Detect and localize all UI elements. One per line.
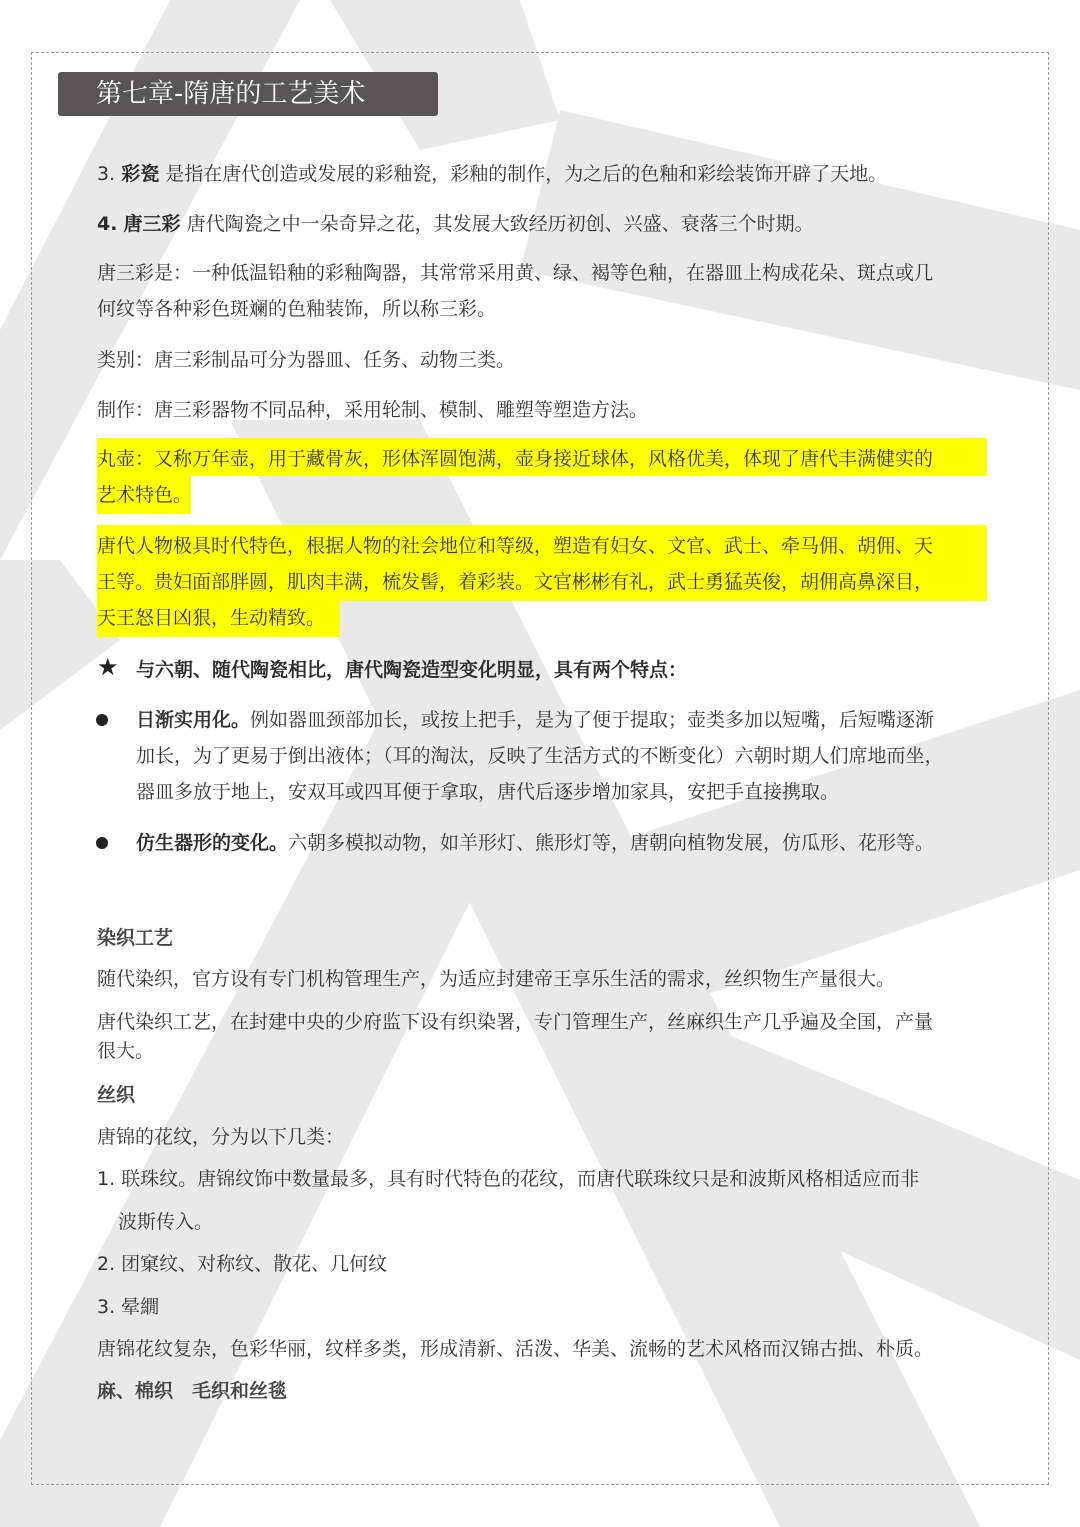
star-icon: ★ [97,653,119,681]
category-text: 类别：唐三彩制品可分为器皿、任务、动物三类。 [97,349,516,371]
item-3-number: 3. [97,163,116,185]
figures-line-2: 王等。贵妇面部胖圆，肌肉丰满，梳发髻，着彩装。文官彬彬有礼，武士勇猛英俊，胡佣高鼻深目， [97,571,934,593]
star-heading [136,658,687,682]
wanhu-paragraph [97,441,989,513]
star-heading-text: 与六朝、随代陶瓷相比，唐代陶瓷造型变化明显，具有两个特点： [136,659,688,681]
bullet-icon [96,714,108,726]
bullet-1-line-3: 器皿多放于地上，安双耳或四耳便于拿取，唐代后逐步增加家具，安把手直接携取。 [136,781,840,803]
item-4-term: 唐三彩 [123,213,181,235]
making-text: 制作：唐三彩器物不同品种，采用轮制、模制、雕塑等塑造方法。 [97,399,649,421]
item-3 [97,162,887,186]
last-heading: 麻、棉织 毛织和丝毯 [97,1380,288,1402]
bullet-1-line-1 [136,702,989,738]
silk-heading: 丝织 [97,1084,136,1106]
list-item-1-line-2: 波斯传入。 [118,1211,214,1233]
tang-textile-line-1: 唐代染织工艺，在封建中央的少府监下设有织染署，专门管理生产，丝麻织生产几乎遍及全国，产量 [97,1011,934,1033]
list-item-1-line-1: 1. 联珠纹。唐锦纹饰中数量最多，具有时代特色的花纹，而唐代联珠纹只是和波斯风格相适应而非 [97,1168,920,1190]
bullet-1-paragraph [136,702,989,810]
wanhu-line-1: 丸壶：又称万年壶，用于藏骨灰，形体浑圆饱满，壶身接近球体，风格优美，体现了唐代丰满健实的 [97,448,934,470]
bullet-1-bold: 日渐实用化。 [136,709,251,731]
bullet-1-text: 例如器皿颈部加长，或按上把手，是为了便于提取；壶类多加以短嘴，后短嘴逐渐 [250,709,935,731]
wanhu-line-2: 艺术特色。 [97,484,193,506]
figures-paragraph [97,528,989,636]
item-3-text: 是指在唐代创造或发展的彩釉瓷，彩釉的制作，为之后的色釉和彩绘装饰开辟了天地。 [165,163,888,185]
list-item-2: 2. 团窠纹、对称纹、散花、几何纹 [97,1253,388,1275]
figures-line-3: 天王怒目凶狠，生动精致。 [97,607,326,629]
bullet-1-line-2: 加长，为了更易于倒出液体；（耳的淘汰，反映了生活方式的不断变化）六朝时期人们席地而坐， [136,745,944,767]
tang-textile-line-2: 很大。 [97,1040,155,1062]
bullet-2-bold: 仿生器形的变化。 [136,832,289,854]
textile-heading: 染织工艺 [97,927,174,949]
definition-paragraph [97,255,989,327]
brocade-intro: 唐锦的花纹，分为以下几类： [97,1126,345,1148]
brocade-summary: 唐锦花纹复杂，色彩华丽，纹样多类，形成清新、活泼、华美、流畅的艺术风格而汉锦古拙、朴质。 [97,1338,934,1360]
item-3-term: 彩瓷 [121,163,160,185]
item-4 [97,212,814,236]
chapter-title: 第七章-隋唐的工艺美术 [58,72,438,116]
bullet-2 [136,831,934,855]
list-item-3: 3. 晕繝 [97,1296,160,1318]
figures-line-1: 唐代人物极具时代特色，根据人物的社会地位和等级，塑造有妇女、文官、武士、牵马佣、胡佣、天 [97,535,934,557]
item-4-text: 唐代陶瓷之中一朵奇异之花，其发展大致经历初创、兴盛、衰落三个时期。 [186,213,814,235]
definition-line-2: 何纹等各种彩色斑斓的色釉装饰，所以称三彩。 [97,298,497,320]
tang-textile-paragraph [97,1008,989,1066]
definition-line-1: 唐三彩是：一种低温铅釉的彩釉陶器，其常常采用黄、绿、褐等色釉，在器皿上构成花朵、斑点或几 [97,262,934,284]
sui-textile-text: 随代染织，官方设有专门机构管理生产，为适应封建帝王享乐生活的需求，丝织物生产量很大。 [97,968,896,990]
bullet-icon [96,837,108,849]
item-4-number: 4. [97,213,118,235]
bullet-2-text: 六朝多模拟动物，如羊形灯、熊形灯等，唐朝向植物发展，仿瓜形、花形等。 [288,832,935,854]
